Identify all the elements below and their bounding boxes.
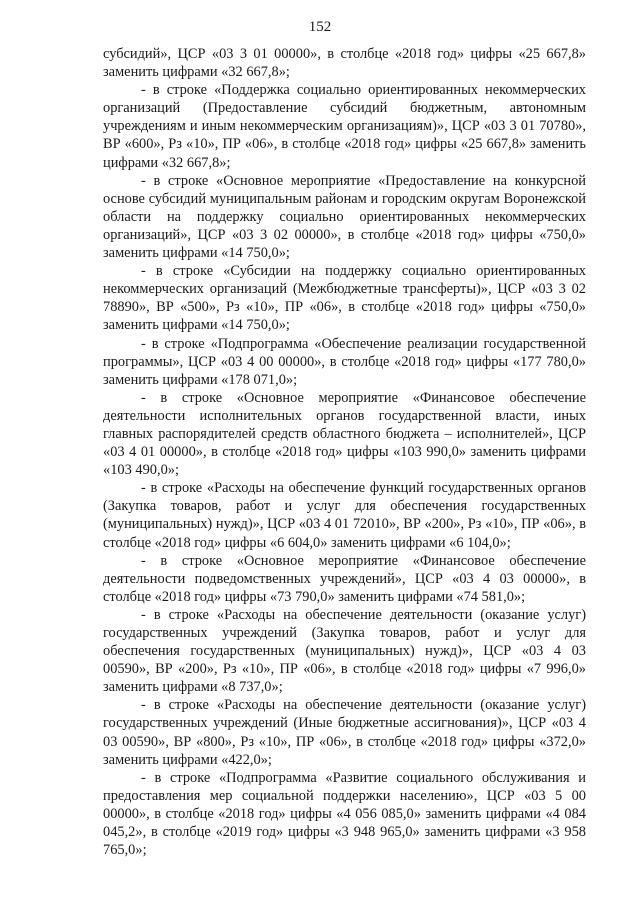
paragraph: - в строке «Основное мероприятие «Финансовое обеспечение деятельности подведомственных учреждений», ЦСР «03 4 03 00000», в столбце «2018 год» цифры «73 790,0» заменить цифрами «74 581,0»; [103, 552, 586, 605]
paragraph: субсидий», ЦСР «03 3 01 00000», в столбце «2018 год» цифры «25 667,8» заменить цифрами «32 667,8»; [103, 46, 586, 81]
document-body [103, 45, 586, 859]
paragraph: - в строке «Подпрограмма «Обеспечение реализации государственной программы», ЦСР «03 4 00 00000», в столбце «2018 год» цифры «177 780,0» заменить цифрами «178 071,0»; [103, 335, 586, 388]
paragraph: - в строке «Расходы на обеспечение деятельности (оказание услуг) государственных учреждений (Иные бюджетные ассигнования)», ЦСР «03 4 03 00590», ВР «800», Рз «10», ПР «06», в столбце «2018 год» цифры «372,0» заменить цифрами «422,0»; [103, 697, 586, 768]
paragraph: - в строке «Основное мероприятие «Финансовое обеспечение деятельности исполнительных органов государственной власти, иных главных распорядителей средств областного бюджета – исполнителей», ЦСР «03 4 01 00000», в столбце «2018 год» цифры «103 990,0» заменить цифрами «103 490,0»; [103, 389, 586, 479]
paragraph: - в строке «Расходы на обеспечение деятельности (оказание услуг) государственных учреждений (Закупка товаров, работ и услуг для обеспечения государственных (муниципальных) нужд)», ЦСР «03 4 03 00590», ВР «200», Рз «10», ПР «06», в столбце «2018 год» цифры «7 996,0» заменить цифрами «8 737,0»; [103, 606, 586, 696]
page-number: 152 [308, 19, 332, 35]
paragraph: - в строке «Поддержка социально ориентированных некоммерческих организаций (Предоставление субсидий бюджетным, автономным учреждениям и иным некоммерческим организациям)», ЦСР «03 3 01 70780», ВР «600», Рз «10», ПР «06», в столбце «2018 год» цифры «25 667,8» заменить цифрами «32 667,8»; [103, 82, 586, 171]
paragraph: - в строке «Основное мероприятие «Предоставление на конкурсной основе субсидий муниципальным районам и городским округам Воронежской области на поддержку социально ориентированных некоммерческих организаций», ЦСР «03 3 02 00000», в столбце «2018 год» цифры «750,0» заменить цифрами «14 750,0»; [103, 172, 586, 262]
paragraph: - в строке «Подпрограмма «Развитие социального обслуживания и предоставления мер социальной поддержки населению», ЦСР «03 5 00 00000», в столбце «2018 год» цифры «4 056 085,0» заменить цифрами «4 084 045,2», в столбце «2019 год» цифры «3 948 965,0» заменить цифрами «3 958 765,0»; [103, 769, 586, 859]
paragraph: - в строке «Расходы на обеспечение функций государственных органов (Закупка товаров, работ и услуг для обеспечения государственных (муниципальных) нужд)», ЦСР «03 4 01 72010», ВР «200», Рз «10», ПР «06», в столбце «2018 год» цифры «6 604,0» заменить цифрами «6 104,0»; [103, 480, 586, 551]
paragraph: - в строке «Субсидии на поддержку социально ориентированных некоммерческих организаций (Межбюджетные трансферты)», ЦСР «03 3 02 78890», ВР «500», Рз «10», ПР «06», в столбце «2018 год» цифры «750,0» заменить цифрами «14 750,0»; [103, 263, 586, 334]
